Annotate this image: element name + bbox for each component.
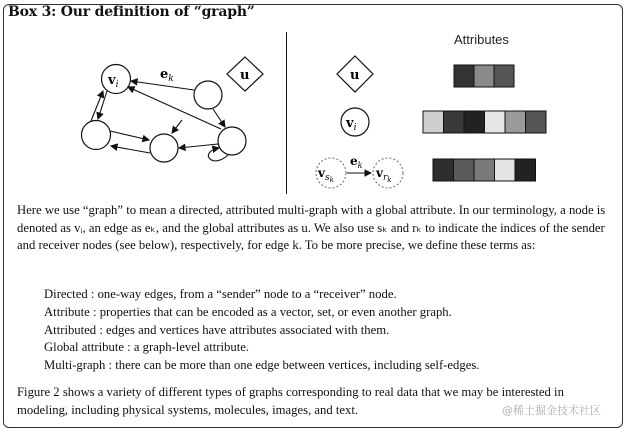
box-title: Box 3: Our definition of “graph” (8, 4, 255, 20)
attribute-cell (505, 111, 526, 133)
global-u-diamond (337, 56, 373, 92)
receiver-node (373, 158, 403, 188)
attribute-cell (485, 111, 506, 133)
edge-vi-to-left (98, 91, 107, 119)
edge-ek (131, 81, 194, 90)
edge-ek-legend-label: $e_k$ (350, 154, 363, 170)
edge-to-bottommiddle (172, 120, 182, 133)
definition-row: Global attribute : a graph-level attribute. (44, 340, 250, 355)
node-bottom-middle (150, 134, 178, 162)
edge-attribute-bar (433, 159, 536, 181)
definition-row: Attributed : edges and vertices have attributes associated with them. (44, 322, 390, 337)
node-attribute-bar (423, 111, 546, 133)
svg-text:u: u (240, 68, 250, 83)
attribute-cell (454, 65, 474, 87)
attribute-cell (464, 111, 485, 133)
edge-left-to-vi (91, 91, 103, 121)
attribute-cell (495, 159, 516, 181)
definition-row: Attribute : properties that can be encoded as a vector, set, or even another graph. (44, 304, 452, 319)
node-vi-legend (341, 108, 369, 136)
edge-ek-label: $e_k$ (160, 67, 174, 84)
attribute-cell (423, 111, 444, 133)
svg-text:vsk: $v_sk$ (318, 166, 334, 184)
attribute-cell (494, 65, 514, 87)
svg-text:vrk: $v_rk$ (376, 166, 392, 184)
attribute-cell (474, 159, 495, 181)
global-attribute-bar (454, 65, 514, 87)
attribute-cell (526, 111, 547, 133)
attribute-cell (474, 65, 494, 87)
node-top-right (194, 81, 222, 109)
definition-row: Directed : one-way edges, from a “sender” node to a “receiver” node. (44, 287, 397, 301)
vertical-divider (286, 32, 287, 194)
attribute-cell (515, 159, 536, 181)
node-bottom-right (218, 127, 246, 155)
closing-paragraph: Figure 2 shows a variety of different types of graphs corresponding to real data that we may be interested in modeling, including physical systems, molecules, images, and text. (17, 385, 564, 417)
attribute-cell (454, 159, 475, 181)
svg-text:u: u (350, 68, 360, 83)
graph-diagram (0, 0, 628, 200)
edge-right-to-middle (179, 144, 218, 148)
edge-middle-to-left-2 (111, 146, 150, 153)
sender-node (316, 158, 346, 188)
intro-paragraph: Here we use “graph” to mean a directed, attributed multi-graph with a global attribute. In our terminology, a node is denoted as vᵢ, an edge as eₖ, and the global attributes as u. We also use sₖ and rₖ to indicate the indices of the sender and receiver nodes (see below), respectively, for edge k. To be more precise, we define these terms as: (17, 203, 606, 252)
watermark: @稀土掘金技术社区 (502, 404, 601, 417)
global-u-diamond-left (227, 57, 263, 91)
node-vi-label: $v_i$ (108, 73, 119, 90)
edge-topright-to-bottomright (213, 109, 225, 127)
attribute-cell (433, 159, 454, 181)
edge-left-to-middle-1 (110, 131, 149, 140)
node-bottom-left (82, 121, 111, 150)
attribute-cell (444, 111, 465, 133)
definitions-list (44, 286, 604, 375)
attributes-header: Attributes (454, 32, 509, 47)
svg-text:vi: $v_i$ (346, 116, 357, 133)
definition-row: Multi-graph : there can be more than one edge between vertices, including self-edges. (44, 358, 480, 373)
